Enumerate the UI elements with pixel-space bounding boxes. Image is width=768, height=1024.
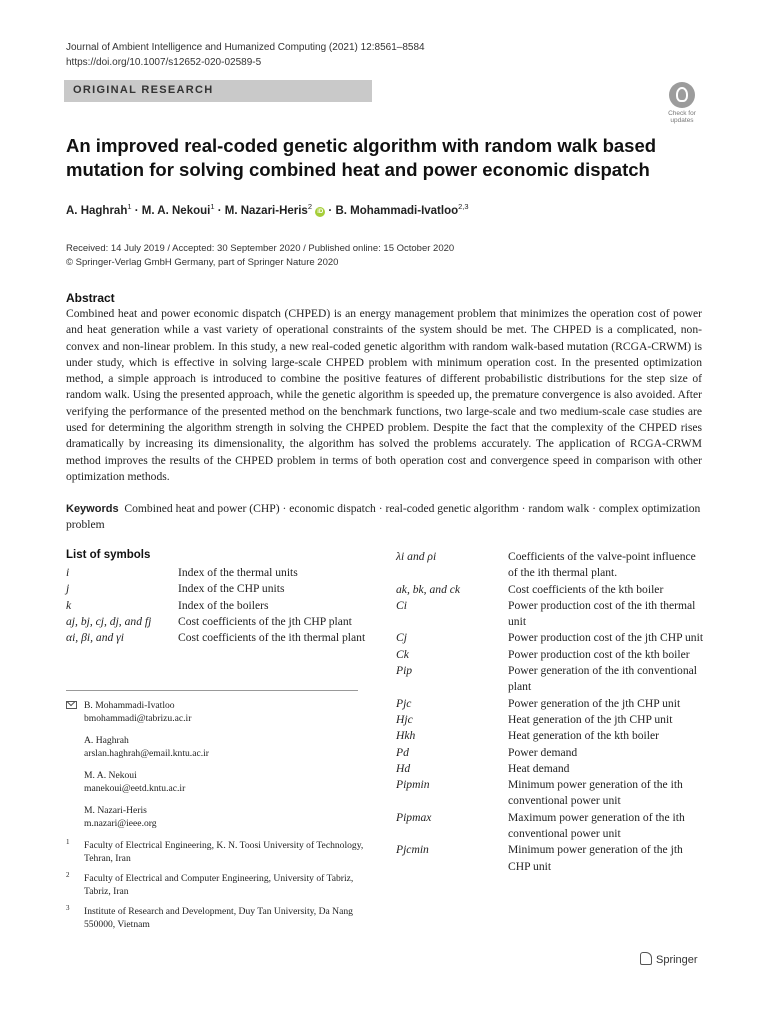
author-list: A. Haghrah$^1$ · M. A. Nekoui$^1$ · M. Nazari-Heris$^2$ iD · B. Mohammadi-Ivatloo$^{2,3}$ bbox=[66, 202, 469, 217]
symbol-row bbox=[396, 582, 706, 598]
affiliation-number: 1 bbox=[66, 838, 70, 846]
symbol-desc: Power production cost of the ith thermal unit bbox=[508, 598, 696, 629]
symbol-row bbox=[396, 761, 706, 777]
symbol-desc: Index of the thermal units bbox=[178, 566, 298, 579]
orcid-icon[interactable]: iD bbox=[317, 208, 324, 215]
symbol-desc: Index of the CHP units bbox=[178, 582, 285, 596]
author-affiliation: 2 bbox=[307, 202, 313, 211]
author-name: M. A. Nekoui bbox=[141, 204, 211, 217]
affiliation bbox=[66, 905, 366, 931]
publisher-footer bbox=[640, 952, 698, 966]
symbol-row bbox=[396, 728, 706, 744]
symbol-row bbox=[396, 745, 706, 761]
affiliation-number: 3 bbox=[66, 904, 70, 912]
contact-email[interactable]: manekoui@eetd.kntu.ac.ir bbox=[84, 783, 186, 794]
symbol: Pjcmin bbox=[396, 843, 429, 857]
springer-logo-icon bbox=[640, 952, 652, 965]
symbol-row bbox=[396, 777, 706, 810]
symbol-row bbox=[396, 598, 706, 631]
symbol-row bbox=[396, 810, 706, 843]
symbol: Hkh bbox=[396, 729, 416, 743]
contact-block bbox=[66, 699, 366, 931]
paper-title: An improved real-coded genetic algorithm with random walk based mutation for solving combined heat and power economic dispatch bbox=[66, 135, 657, 180]
symbol: Pipmin bbox=[396, 778, 430, 792]
symbols-heading: List of symbols bbox=[66, 549, 151, 561]
contact-entry bbox=[84, 699, 366, 725]
keywords-label: Keywords bbox=[66, 503, 119, 515]
contact-name: M. Nazari-Heris bbox=[84, 805, 147, 816]
symbol-row bbox=[66, 614, 384, 630]
symbol-desc: Power production cost of the kth boiler bbox=[508, 647, 690, 661]
symbol: ak, bk, and ck bbox=[396, 582, 461, 596]
publisher-name: Springer bbox=[656, 954, 698, 966]
symbol: Ci bbox=[396, 598, 407, 612]
symbol: k bbox=[66, 598, 72, 612]
journal-line: Journal of Ambient Intelligence and Humanized Computing (2021) 12:8561–8584 bbox=[66, 42, 425, 53]
contact-entry bbox=[84, 804, 366, 830]
symbols-list-right bbox=[396, 549, 706, 875]
contact-name: M. A. Nekoui bbox=[84, 770, 137, 781]
abstract-heading: Abstract bbox=[66, 291, 115, 305]
affiliation-number: 2 bbox=[66, 871, 70, 879]
affiliation-text: Institute of Research and Development, Duy Tan University, Da Nang 550000, Vietnam bbox=[84, 906, 353, 930]
symbol-desc: Cost coefficients of the jth CHP plant bbox=[178, 614, 352, 628]
symbol-row bbox=[396, 842, 706, 875]
symbol-row bbox=[396, 663, 706, 696]
symbol-desc: Power generation of the jth CHP unit bbox=[508, 696, 681, 710]
symbol-desc: Minimum power generation of the ith conventional power unit bbox=[508, 778, 683, 808]
symbol-desc: Cost coefficients of the ith thermal plant bbox=[178, 631, 366, 645]
affiliation-text: Faculty of Electrical and Computer Engineering, University of Tabriz, Tabriz, Iran bbox=[84, 873, 354, 897]
symbol: j bbox=[66, 582, 70, 596]
symbol-desc: Minimum power generation of the jth CHP unit bbox=[508, 843, 683, 873]
symbol: Hjc bbox=[396, 712, 413, 726]
symbol-row bbox=[396, 549, 706, 582]
contact-email[interactable]: arslan.haghrah@email.kntu.ac.ir bbox=[84, 748, 209, 759]
contact-email[interactable]: bmohammadi@tabrizu.ac.ir bbox=[84, 713, 192, 724]
author-name: M. Nazari-Heris bbox=[224, 204, 308, 217]
contact-name: A. Haghrah bbox=[84, 735, 129, 746]
symbol-desc: Maximum power generation of the ith conventional power unit bbox=[508, 810, 685, 841]
symbol: Cj bbox=[396, 631, 407, 645]
keywords bbox=[66, 501, 702, 534]
symbol-desc: Heat demand bbox=[508, 761, 570, 775]
contact-email[interactable]: m.nazari@ieee.org bbox=[84, 818, 157, 829]
symbol-row bbox=[66, 630, 384, 646]
keywords-text: Combined heat and power (CHP) · economic dispatch · real-coded genetic algorithm · random walk · complex optimization problem bbox=[66, 502, 701, 532]
symbol-desc: Heat generation of the kth boiler bbox=[508, 729, 659, 743]
doi-link[interactable]: https://doi.org/10.1007/s12652-020-02589-5 bbox=[66, 57, 262, 68]
symbol-desc: Power production cost of the jth CHP unit bbox=[508, 631, 704, 645]
bookmark-icon bbox=[669, 82, 695, 108]
symbol-desc: Heat generation of the jth CHP unit bbox=[508, 712, 673, 726]
symbol-row bbox=[66, 581, 384, 597]
symbol: Hd bbox=[396, 761, 411, 775]
symbol: Ck bbox=[396, 647, 409, 661]
symbol-row bbox=[66, 565, 384, 581]
contact-entry bbox=[84, 769, 366, 795]
symbol: aj, bj, cj, dj, and fj bbox=[66, 614, 152, 628]
author-affiliation: 2,3 bbox=[458, 202, 469, 211]
contact-name: B. Mohammadi-Ivatloo bbox=[84, 700, 175, 711]
symbol-row bbox=[396, 647, 706, 663]
footnote-divider bbox=[66, 690, 358, 691]
author-name: B. Mohammadi-Ivatloo bbox=[335, 204, 459, 217]
publication-dates bbox=[66, 242, 454, 270]
symbol: Pd bbox=[396, 745, 409, 759]
author-affiliation: 1 bbox=[210, 202, 215, 211]
symbol: Pipmax bbox=[396, 810, 432, 824]
copyright-line: © Springer-Verlag GmbH Germany, part of Springer Nature 2020 bbox=[66, 257, 339, 268]
abstract-text: Combined heat and power economic dispatch (CHPED) is an energy management problem that minimizes the operation cost of power and heat generation while a vast variety of operational constraints of the system should be met. The CHPED is a complicated, non-convex and non-linear problem. In this study, a new real-coded genetic algorithm with random walk-based mutation (RCGA-CRWM) is under study, which is effective in solving large-scale CHPED problem with minimum operation cost. In the presented optimization method, a simple approach is introduced to combine the positive features of different probabilistic distributions for the step size of random walk. Using the presented approach, while the genetic algorithm is speeded up, the premature convergence is also avoided. After verifying the performance of the presented method on the benchmark functions, two large-scale and two medium-scale case studies are used for determining the algorithm strength in solving the CHPED problem. Despite the fact that the complexity of the CHPED rises dramatically by increasing its dimensionality, the algorithm has solved the problems accurately. The application of RCGA-CRWM method improves the results of the CHPED problem in terms of both operation cost and convergence speed in comparison with other optimization methods. bbox=[66, 307, 702, 483]
author-affiliation: 1 bbox=[127, 202, 132, 211]
symbol-row bbox=[396, 696, 706, 712]
symbol-row bbox=[396, 712, 706, 728]
symbol-desc: Index of the boilers bbox=[178, 598, 269, 612]
symbol-desc: Coefficients of the valve-point influence of the ith thermal plant. bbox=[508, 550, 696, 580]
symbol-desc: Power generation of the ith conventional plant bbox=[508, 664, 697, 694]
symbol-desc: Power demand bbox=[508, 745, 578, 759]
symbol: Pip bbox=[396, 664, 413, 678]
affiliation-text: Faculty of Electrical Engineering, K. N. Toosi University of Technology, Tehran, Iran bbox=[84, 840, 364, 864]
category-banner bbox=[64, 80, 372, 102]
journal-header bbox=[66, 40, 425, 70]
check-updates-label: Check for updates bbox=[668, 110, 696, 124]
affiliation bbox=[66, 839, 366, 865]
symbol: Pjc bbox=[396, 696, 412, 710]
category-label: ORIGINAL RESEARCH bbox=[73, 84, 214, 96]
symbol: λi and ρi bbox=[396, 550, 437, 563]
symbol: αi, βi, and γi bbox=[66, 631, 124, 645]
dates-line: Received: 14 July 2019 / Accepted: 30 September 2020 / Published online: 15 October 2020 bbox=[66, 243, 455, 254]
symbol-row bbox=[396, 630, 706, 646]
author-name: A. Haghrah bbox=[66, 204, 128, 217]
symbol-desc: Cost coefficients of the kth boiler bbox=[508, 582, 664, 596]
mail-icon bbox=[66, 701, 77, 709]
symbols-list-left bbox=[66, 565, 384, 646]
affiliation bbox=[66, 872, 366, 898]
symbol: i bbox=[66, 566, 70, 579]
symbol-row bbox=[66, 598, 384, 614]
contact-entry bbox=[84, 734, 366, 760]
check-for-updates-badge[interactable] bbox=[662, 82, 702, 124]
